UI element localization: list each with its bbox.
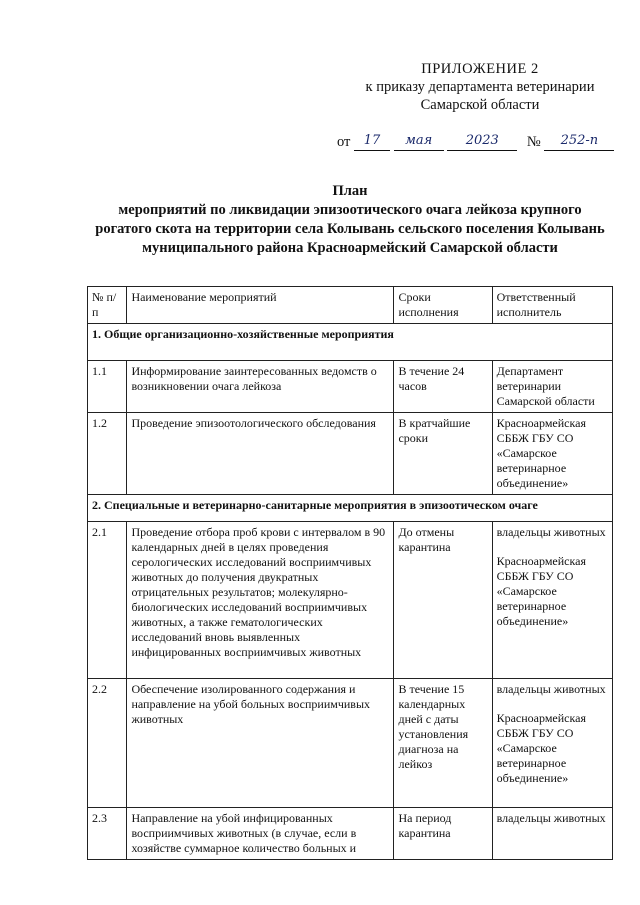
row-2-3-responsible: владельцы животных <box>492 808 612 860</box>
section-row <box>88 495 613 522</box>
row-2-1-num: 2.1 <box>88 522 127 679</box>
order-from-label: от <box>337 134 351 150</box>
order-date-day: 17 <box>354 133 390 151</box>
row-2-2-num: 2.2 <box>88 679 127 808</box>
row-2-2-responsible-station: Красноармейская СББЖ ГБУ СО «Самарское ветеринарное объединение» <box>496 711 586 785</box>
header-responsible: Ответственный исполнитель <box>492 287 612 324</box>
table-row <box>88 808 613 860</box>
row-2-2-responsible <box>492 679 612 808</box>
row-1-2-num: 1.2 <box>88 413 127 495</box>
row-2-3-num: 2.3 <box>88 808 127 860</box>
row-1-2-responsible: Красноармейская СББЖ ГБУ СО «Самарское ветеринарное объединение» <box>492 413 612 495</box>
table-row <box>88 522 613 679</box>
header-term: Сроки исполнения <box>394 287 492 324</box>
header-num: № п/п <box>88 287 127 324</box>
row-1-1-num: 1.1 <box>88 361 127 413</box>
row-2-1-responsible <box>492 522 612 679</box>
row-1-1-term: В течение 24 часов <box>394 361 492 413</box>
order-date-month: мая <box>394 133 444 151</box>
row-2-1-term: До отмены карантина <box>394 522 492 679</box>
order-date-year: 2023 <box>447 133 517 151</box>
measures-table <box>87 286 613 860</box>
section-2-title: 2. Специальные и ветеринарно-санитарные мероприятия в эпизоотическом очаге <box>88 495 613 522</box>
appendix-line-order: к приказу департамента ветеринарии <box>365 79 595 95</box>
order-number-value: 252-п <box>544 133 614 151</box>
row-2-1-responsible-station: Красноармейская СББЖ ГБУ СО «Самарское ветеринарное объединение» <box>496 554 586 628</box>
plan-title-heading: План <box>332 183 368 199</box>
header-name: Наименование мероприятий <box>127 287 394 324</box>
order-reference <box>337 133 627 151</box>
appendix-header <box>340 60 620 114</box>
row-2-2-name: Обеспечение изолированного содержания и направление на убой больных восприимчивых животных <box>127 679 394 808</box>
section-1-title: 1. Общие организационно-хозяйственные мероприятия <box>88 324 613 361</box>
row-1-1-responsible: Департамент ветеринарии Самарской области <box>492 361 612 413</box>
section-row <box>88 324 613 361</box>
row-2-3-name: Направление на убой инфицированных восприимчивых животных (в случае, если в хозяйстве суммарное количество больных и <box>127 808 394 860</box>
table-row <box>88 679 613 808</box>
row-2-2-responsible-owners: владельцы животных <box>496 682 606 696</box>
table-row <box>88 361 613 413</box>
row-2-3-term: На период карантина <box>394 808 492 860</box>
row-2-1-responsible-owners: владельцы животных <box>496 525 606 539</box>
appendix-line-region: Самарской области <box>420 97 540 113</box>
plan-title <box>90 182 610 258</box>
row-2-1-name: Проведение отбора проб крови с интервалом в 90 календарных дней в целях проведения серологических исследований восприимчивых животных до получения двукратных отрицательных результатов; молекулярно-биологических исследований восприимчивых животных, а также гематологических исследований вновь выявленных инфицированных восприимчивых животных <box>127 522 394 679</box>
row-1-1-name: Информирование заинтересованных ведомств о возникновении очага лейкоза <box>127 361 394 413</box>
row-1-2-term: В кратчайшие сроки <box>394 413 492 495</box>
row-1-2-name: Проведение эпизоотологического обследования <box>127 413 394 495</box>
table-header-row <box>88 287 613 324</box>
plan-title-subject: мероприятий по ликвидации эпизоотического очага лейкоза крупного рогатого скота на территории села Колывань сельского поселения Колывань муниципального района Красноармейский Самарской области <box>95 202 605 256</box>
table-row <box>88 413 613 495</box>
appendix-title: ПРИЛОЖЕНИЕ 2 <box>421 61 539 77</box>
row-2-2-term: В течение 15 календарных дней с даты установления диагноза на лейкоз <box>394 679 492 808</box>
order-number-label: № <box>526 134 541 150</box>
